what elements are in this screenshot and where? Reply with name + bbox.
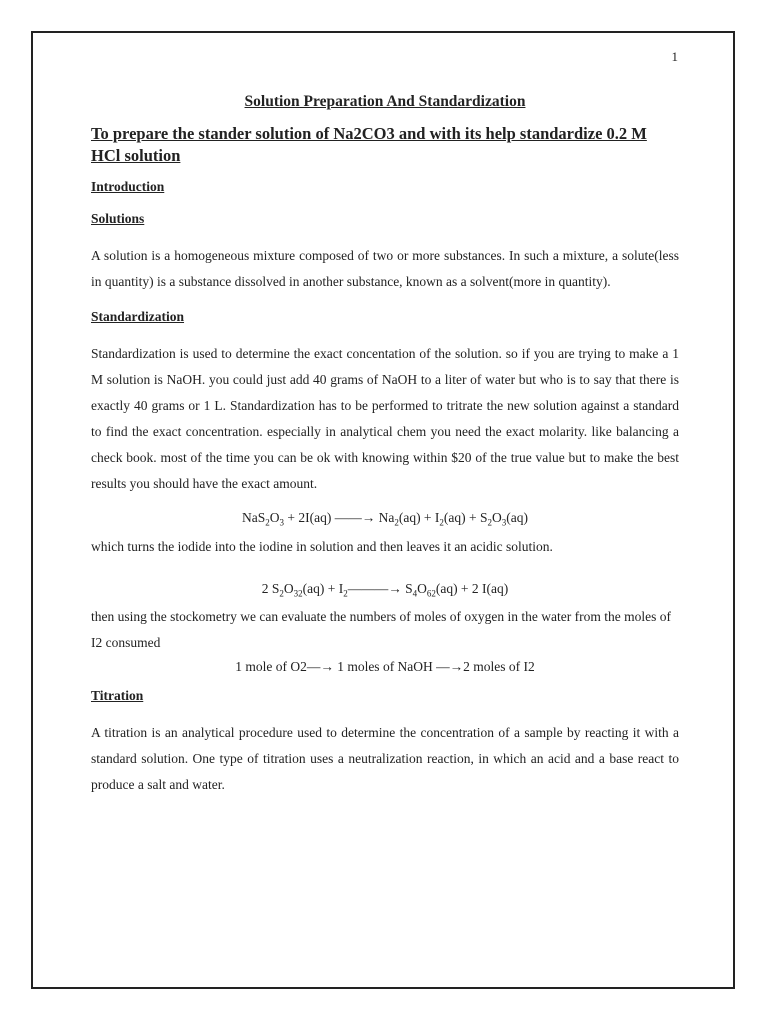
text-after-equation-2: then using the stockometry we can evaluate the numbers of moles of oxygen in the water from the moles of I2 consumed <box>91 609 671 651</box>
equation-2: 2 $S_2O_{32}(aq)$ + $I_2———\to S_4O_{62}(aq) + 2$ I(aq) <box>261 580 509 599</box>
document-page <box>31 31 735 989</box>
paragraph-standardization: Standardization is used to determine the exact concentation of the solution. so if you are trying to make a 1 M solution is NaOH. you could just add 40 grams of NaOH to a liter of water but who is to say that there is exactly 40 grams or 1 L. Standardization has to be performed to tritrate the new solution against a standard to find the exact concentration. especially in analytical chem you need the exact molarity. like balancing a check book. most of the time you can be ok with knowing within $20 of the true value but to make the best results you should have the exact amount. <box>91 346 679 491</box>
equation-1: $NaS_2O_3 + 2I(aq)$ ——→ $Na_2(aq) + I_2(aq) + S_2O_3(aq)$ <box>241 510 529 528</box>
page-number: 1 <box>671 49 678 64</box>
paragraph-solutions: A solution is a homogeneous mixture composed of two or more substances. In such a mixture, a solute(less in quantity) is a substance dissolved in another substance, known as a solvent(more in quantity). <box>91 248 679 289</box>
heading-standardization: Standardization <box>91 309 185 324</box>
document-title: Solution Preparation And Standardization <box>244 93 526 110</box>
document-content <box>91 93 679 808</box>
heading-titration: Titration <box>91 688 144 704</box>
heading-solutions: Solutions <box>91 211 145 226</box>
heading-introduction: Introduction <box>91 179 165 194</box>
text-after-equation-1: which turns the iodide into the iodine in solution and then leaves it an acidic solution. <box>91 538 553 554</box>
equation-3: 1 mole of O2—→ 1 moles of NaOH —→2 moles of I2 <box>235 659 535 675</box>
paragraph-titration: A titration is an analytical procedure used to determine the concentration of a sample by reacting it with a standard solution. One type of titration uses a neutralization reaction, in which an acid and a base react to produce a salt and water. <box>91 725 679 793</box>
document-subtitle: To prepare the stander solution of Na2CO3 and with its help standardize 0.2 M HCl solution <box>91 124 647 165</box>
